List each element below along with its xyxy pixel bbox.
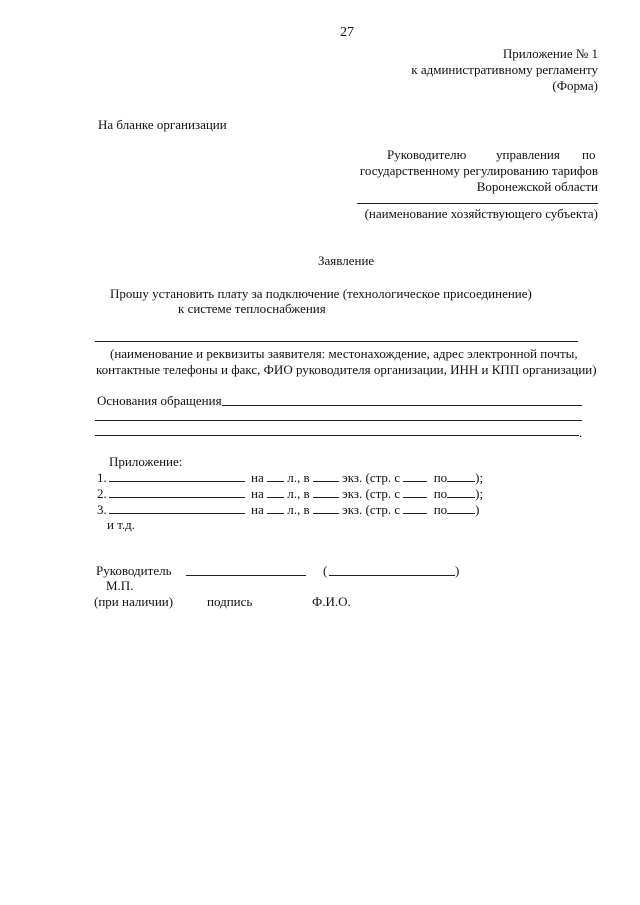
- attachment-sheets-field[interactable]: [267, 469, 284, 482]
- appendix-regulation: к административному регламенту: [411, 62, 598, 77]
- attachment-sheets-field[interactable]: [267, 485, 284, 498]
- addressee-line-2: государственному регулированию тарифов: [359, 163, 598, 178]
- attachment-on-label: на: [251, 486, 264, 501]
- attachment-sheets-label: л., в: [287, 502, 310, 517]
- attachment-to-label: по: [433, 486, 448, 501]
- attachment-to-label: по: [433, 502, 448, 517]
- attachment-row: [97, 469, 483, 485]
- attachment-page-from-field[interactable]: [403, 469, 427, 482]
- attachment-copies-field[interactable]: [313, 501, 339, 514]
- attachment-page-from-field[interactable]: [403, 501, 427, 514]
- attachment-page-to-field[interactable]: [447, 469, 475, 482]
- applicant-line[interactable]: [95, 341, 578, 342]
- attachment-row: [97, 485, 483, 501]
- signature-line[interactable]: [186, 575, 306, 576]
- subject-name-line[interactable]: [357, 203, 598, 204]
- head-label: Руководитель: [96, 563, 172, 578]
- addressee-word-2: управления: [496, 147, 560, 162]
- name-paren-open: (: [323, 563, 328, 578]
- attachments-etc: и т.д.: [107, 517, 136, 532]
- attachment-copies-label: экз. (стр. с: [342, 486, 401, 501]
- subject-caption: (наименование хозяйствующего субъекта): [364, 206, 598, 221]
- attachment-row-end: );: [475, 470, 484, 485]
- document-title: Заявление: [318, 253, 375, 268]
- attachment-copies-label: экз. (стр. с: [342, 502, 401, 517]
- page-number: 27: [340, 25, 354, 40]
- full-name-caption: Ф.И.О.: [312, 594, 351, 609]
- addressee-word-3: по: [582, 147, 596, 162]
- applicant-caption-2: контактные телефоны и факс, ФИО руководителя организации, ИНН и КПП организации): [96, 362, 597, 377]
- attachment-number: 1.: [97, 470, 107, 485]
- addressee-word-1: Руководителю: [387, 147, 467, 162]
- attachment-row-end: );: [475, 486, 484, 501]
- attachment-to-label: по: [433, 470, 448, 485]
- name-paren-close: ): [455, 563, 460, 578]
- attachment-title-field[interactable]: [109, 485, 245, 498]
- attachment-row: [97, 501, 480, 517]
- request-line-1: Прошу установить плату за подключение (технологическое присоединение): [110, 286, 532, 301]
- addressee-line-3: Воронежской области: [476, 179, 598, 194]
- attachment-page-from-field[interactable]: [403, 485, 427, 498]
- attachment-number: 2.: [97, 486, 107, 501]
- attachment-sheets-label: л., в: [287, 470, 310, 485]
- grounds-line-1[interactable]: [222, 405, 582, 406]
- attachment-page-to-field[interactable]: [447, 485, 475, 498]
- attachment-on-label: на: [251, 470, 264, 485]
- appendix-form: (Форма): [552, 78, 598, 93]
- grounds-end-mark: .: [579, 425, 583, 440]
- full-name-line[interactable]: [329, 575, 455, 576]
- stamp-if-any: (при наличии): [94, 594, 174, 609]
- grounds-line-2[interactable]: [95, 420, 582, 421]
- attachment-row-end: ): [475, 502, 480, 517]
- attachment-title-field[interactable]: [109, 469, 245, 482]
- attachment-number: 3.: [97, 502, 107, 517]
- attachment-sheets-field[interactable]: [267, 501, 284, 514]
- stamp-label: М.П.: [106, 578, 134, 593]
- applicant-caption-1: (наименование и реквизиты заявителя: местонахождение, адрес электронной почты,: [110, 346, 578, 361]
- grounds-line-3[interactable]: [95, 435, 579, 436]
- attachment-copies-label: экз. (стр. с: [342, 470, 401, 485]
- signature-caption: подпись: [207, 594, 253, 609]
- attachment-copies-field[interactable]: [313, 469, 339, 482]
- letterhead-note: На бланке организации: [98, 117, 227, 132]
- request-line-2: к системе теплоснабжения: [178, 301, 326, 316]
- attachments-heading: Приложение:: [109, 454, 183, 469]
- appendix-number: Приложение № 1: [502, 46, 598, 61]
- attachment-on-label: на: [251, 502, 264, 517]
- attachment-copies-field[interactable]: [313, 485, 339, 498]
- grounds-label: Основания обращения: [97, 393, 222, 408]
- attachment-title-field[interactable]: [109, 501, 245, 514]
- attachment-page-to-field[interactable]: [447, 501, 475, 514]
- attachment-sheets-label: л., в: [287, 486, 310, 501]
